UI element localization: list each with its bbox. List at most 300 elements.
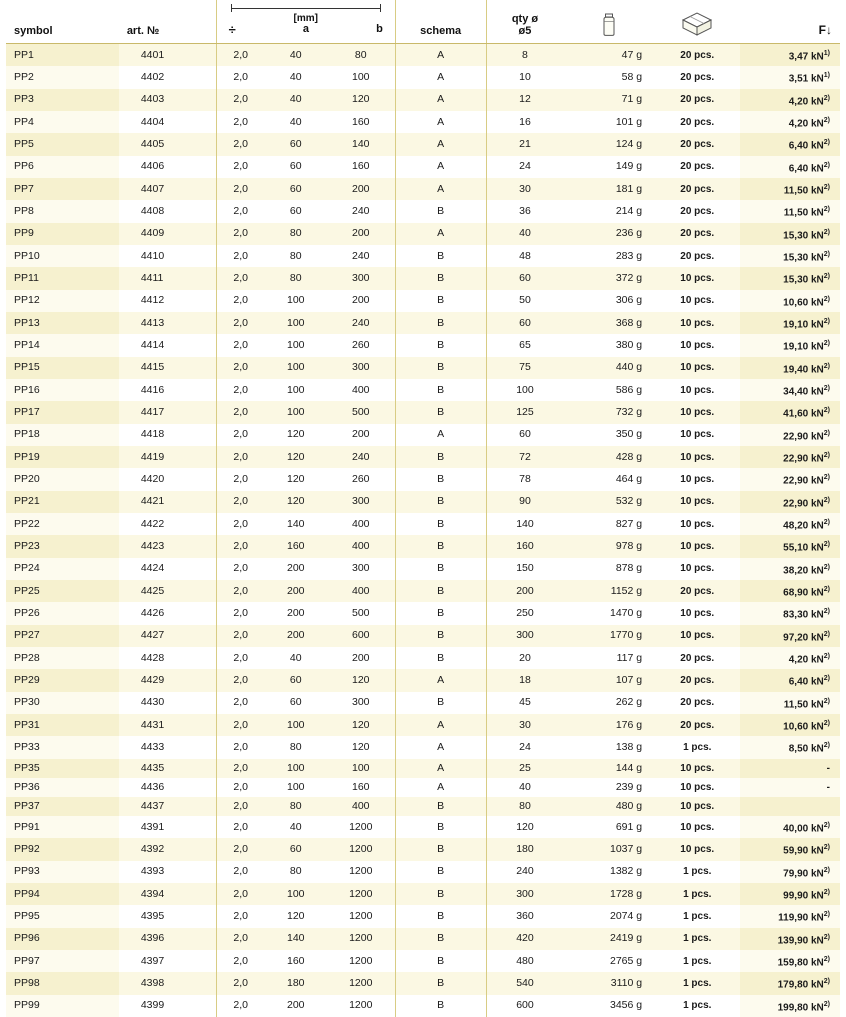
header-mm-unit: [mm] (294, 13, 318, 24)
cell-symbol: PP25 (6, 580, 119, 602)
cell-quantity: 24 (486, 736, 563, 758)
cell-schema: B (395, 816, 486, 838)
cell-dimension-a: 120 (265, 468, 327, 490)
cell-force: 83,30 $kN^{2)}$ (740, 602, 840, 624)
cell-schema: B (395, 401, 486, 423)
cell-weight: 464 g (563, 468, 654, 490)
table-row (6, 625, 840, 647)
cell-quantity: 90 (486, 491, 563, 513)
cell-dimension-b: 500 (327, 602, 396, 624)
cell-force: 8,50 $kN^{2)}$ (740, 736, 840, 758)
cell-force: 15,30 $kN^{2)}$ (740, 245, 840, 267)
cell-art-no: 4392 (119, 838, 216, 860)
cell-force: 19,40 $kN^{2)}$ (740, 357, 840, 379)
cell-dimension-a: 40 (265, 44, 327, 67)
cell-symbol: PP28 (6, 647, 119, 669)
cell-symbol: PP91 (6, 816, 119, 838)
cell-dimension-a: 40 (265, 89, 327, 111)
cell-art-no: 4402 (119, 66, 216, 88)
cell-dimension-b: 240 (327, 245, 396, 267)
cell-quantity: 30 (486, 714, 563, 736)
cell-dimension-a: 80 (265, 267, 327, 289)
cell-thickness: 2,0 (216, 736, 265, 758)
cell-weight: 3456 g (563, 995, 654, 1017)
cell-quantity: 10 (486, 66, 563, 88)
table-header (6, 0, 840, 44)
cell-packaging: 10 pcs. (654, 838, 740, 860)
cell-thickness: 2,0 (216, 334, 265, 356)
cell-symbol: PP99 (6, 995, 119, 1017)
cell-force: 139,90 $kN^{2)}$ (740, 928, 840, 950)
cell-dimension-b: 200 (327, 290, 396, 312)
header-a: a (303, 24, 309, 35)
cell-packaging: 1 pcs. (654, 950, 740, 972)
cell-symbol: PP5 (6, 133, 119, 155)
cell-symbol: PP13 (6, 312, 119, 334)
cell-quantity: 40 (486, 223, 563, 245)
cell-quantity: 540 (486, 972, 563, 994)
cell-dimension-b: 240 (327, 446, 396, 468)
cell-dimension-a: 200 (265, 558, 327, 580)
cell-weight: 138 g (563, 736, 654, 758)
cell-art-no: 4391 (119, 816, 216, 838)
cell-force: 40,00 $kN^{2)}$ (740, 816, 840, 838)
cell-art-no: 4427 (119, 625, 216, 647)
cell-quantity: 30 (486, 178, 563, 200)
cell-art-no: 4394 (119, 883, 216, 905)
cell-weight: 691 g (563, 816, 654, 838)
cell-dimension-a: 40 (265, 66, 327, 88)
cell-weight: 239 g (563, 778, 654, 797)
cell-symbol: PP7 (6, 178, 119, 200)
cell-packaging: 1 pcs. (654, 861, 740, 883)
cell-quantity: 60 (486, 424, 563, 446)
cell-weight: 586 g (563, 379, 654, 401)
table-row (6, 89, 840, 111)
cell-packaging: 10 pcs. (654, 446, 740, 468)
cell-packaging: 20 pcs. (654, 669, 740, 691)
cell-force: 3,47 $kN^{1)}$ (740, 44, 840, 67)
cell-schema: B (395, 468, 486, 490)
cell-art-no: 4437 (119, 797, 216, 816)
cell-schema: B (395, 580, 486, 602)
cell-quantity: 78 (486, 468, 563, 490)
cell-art-no: 4403 (119, 89, 216, 111)
cell-force: 119,90 $kN^{2)}$ (740, 905, 840, 927)
cell-art-no: 4401 (119, 44, 216, 67)
cell-art-no: 4399 (119, 995, 216, 1017)
cell-dimension-b: 1200 (327, 838, 396, 860)
table-row (6, 558, 840, 580)
cell-weight: 532 g (563, 491, 654, 513)
cell-dimension-b: 100 (327, 66, 396, 88)
cell-schema: A (395, 778, 486, 797)
cell-thickness: 2,0 (216, 950, 265, 972)
cell-force: - (740, 778, 840, 797)
table-row (6, 223, 840, 245)
cell-force: 159,80 $kN^{2)}$ (740, 950, 840, 972)
table-row (6, 669, 840, 691)
table-row (6, 778, 840, 797)
cell-dimension-a: 100 (265, 883, 327, 905)
cell-dimension-a: 40 (265, 647, 327, 669)
cell-thickness: 2,0 (216, 111, 265, 133)
cell-thickness: 2,0 (216, 44, 265, 67)
cell-weight: 101 g (563, 111, 654, 133)
table-row (6, 535, 840, 557)
cell-quantity: 20 (486, 647, 563, 669)
cell-quantity: 21 (486, 133, 563, 155)
cell-dimension-b: 1200 (327, 883, 396, 905)
cell-force: 55,10 $kN^{2)}$ (740, 535, 840, 557)
table-row (6, 44, 840, 67)
cell-schema: B (395, 558, 486, 580)
product-specification-table (6, 0, 840, 1017)
cell-thickness: 2,0 (216, 446, 265, 468)
cell-packaging: 10 pcs. (654, 357, 740, 379)
cell-thickness: 2,0 (216, 312, 265, 334)
cell-packaging: 10 pcs. (654, 778, 740, 797)
cell-force: 15,30 $kN^{2)}$ (740, 223, 840, 245)
cell-schema: A (395, 223, 486, 245)
cell-thickness: 2,0 (216, 883, 265, 905)
cell-weight: 3110 g (563, 972, 654, 994)
cell-art-no: 4420 (119, 468, 216, 490)
cell-quantity: 60 (486, 267, 563, 289)
cell-schema: B (395, 290, 486, 312)
cell-art-no: 4421 (119, 491, 216, 513)
table-row (6, 905, 840, 927)
table-row (6, 580, 840, 602)
cell-dimension-a: 180 (265, 972, 327, 994)
table-body (6, 44, 840, 1017)
cell-art-no: 4418 (119, 424, 216, 446)
cell-schema: B (395, 883, 486, 905)
cell-dimension-b: 160 (327, 156, 396, 178)
cell-dimension-b: 160 (327, 778, 396, 797)
cell-art-no: 4393 (119, 861, 216, 883)
cell-quantity: 75 (486, 357, 563, 379)
table-row (6, 401, 840, 423)
cell-weight: 2074 g (563, 905, 654, 927)
cell-schema: B (395, 245, 486, 267)
cell-dimension-a: 200 (265, 602, 327, 624)
cell-dimension-b: 1200 (327, 861, 396, 883)
cell-schema: A (395, 714, 486, 736)
table-row (6, 156, 840, 178)
cell-dimension-a: 120 (265, 905, 327, 927)
cell-packaging: 20 pcs. (654, 156, 740, 178)
cell-dimension-b: 120 (327, 714, 396, 736)
table-row (6, 379, 840, 401)
cell-symbol: PP94 (6, 883, 119, 905)
cell-thickness: 2,0 (216, 928, 265, 950)
table-row (6, 178, 840, 200)
cell-thickness: 2,0 (216, 290, 265, 312)
cell-thickness: 2,0 (216, 66, 265, 88)
cell-quantity: 140 (486, 513, 563, 535)
cell-dimension-b: 120 (327, 669, 396, 691)
cell-force: 34,40 $kN^{2)}$ (740, 379, 840, 401)
cell-symbol: PP4 (6, 111, 119, 133)
cell-thickness: 2,0 (216, 759, 265, 778)
cell-dimension-b: 240 (327, 312, 396, 334)
cell-quantity: 300 (486, 625, 563, 647)
table-row (6, 950, 840, 972)
table-row (6, 245, 840, 267)
cell-dimension-b: 1200 (327, 816, 396, 838)
cell-symbol: PP8 (6, 200, 119, 222)
header-qty (486, 0, 563, 44)
cell-symbol: PP37 (6, 797, 119, 816)
cell-quantity: 60 (486, 312, 563, 334)
cell-dimension-b: 160 (327, 111, 396, 133)
cell-packaging: 10 pcs. (654, 424, 740, 446)
cell-dimension-b: 300 (327, 558, 396, 580)
cell-symbol: PP16 (6, 379, 119, 401)
cell-symbol: PP9 (6, 223, 119, 245)
header-art-no: art. № (119, 0, 216, 44)
cell-packaging: 10 pcs. (654, 491, 740, 513)
cell-weight: 107 g (563, 669, 654, 691)
cell-weight: 47 g (563, 44, 654, 67)
cell-symbol: PP10 (6, 245, 119, 267)
cell-force: 79,90 $kN^{2)}$ (740, 861, 840, 883)
cell-packaging: 20 pcs. (654, 223, 740, 245)
cell-thickness: 2,0 (216, 838, 265, 860)
cell-symbol: PP6 (6, 156, 119, 178)
cell-dimension-a: 80 (265, 736, 327, 758)
table-row (6, 446, 840, 468)
cell-dimension-a: 60 (265, 669, 327, 691)
cell-schema: B (395, 267, 486, 289)
cell-quantity: 180 (486, 838, 563, 860)
cell-art-no: 4409 (119, 223, 216, 245)
cell-dimension-b: 200 (327, 178, 396, 200)
cell-dimension-b: 300 (327, 692, 396, 714)
cell-force: 4,20 $kN^{2)}$ (740, 89, 840, 111)
header-symbol: symbol (6, 0, 119, 44)
cell-art-no: 4408 (119, 200, 216, 222)
cell-dimension-b: 200 (327, 223, 396, 245)
cell-weight: 978 g (563, 535, 654, 557)
cell-quantity: 80 (486, 797, 563, 816)
table-row (6, 468, 840, 490)
cell-weight: 732 g (563, 401, 654, 423)
table-row (6, 66, 840, 88)
cell-dimension-b: 500 (327, 401, 396, 423)
cell-schema: B (395, 357, 486, 379)
cell-force: 41,60 $kN^{2)}$ (740, 401, 840, 423)
cell-art-no: 4435 (119, 759, 216, 778)
cell-symbol: PP23 (6, 535, 119, 557)
cell-dimension-a: 60 (265, 178, 327, 200)
cell-dimension-b: 260 (327, 334, 396, 356)
cell-thickness: 2,0 (216, 602, 265, 624)
cell-force: 22,90 $kN^{2)}$ (740, 424, 840, 446)
cell-force: 97,20 $kN^{2)}$ (740, 625, 840, 647)
table-row (6, 133, 840, 155)
cell-packaging: 20 pcs. (654, 111, 740, 133)
cell-art-no: 4419 (119, 446, 216, 468)
cell-quantity: 48 (486, 245, 563, 267)
cell-schema: B (395, 602, 486, 624)
cell-thickness: 2,0 (216, 535, 265, 557)
cell-dimension-b: 260 (327, 468, 396, 490)
cell-dimension-b: 1200 (327, 995, 396, 1017)
cell-thickness: 2,0 (216, 816, 265, 838)
table-row (6, 838, 840, 860)
cell-force: 179,80 $kN^{2)}$ (740, 972, 840, 994)
cell-dimension-b: 120 (327, 89, 396, 111)
cell-dimension-b: 400 (327, 513, 396, 535)
cell-thickness: 2,0 (216, 401, 265, 423)
cell-force: 11,50 $kN^{2)}$ (740, 200, 840, 222)
cell-force: 10,60 $kN^{2)}$ (740, 714, 840, 736)
cell-quantity: 50 (486, 290, 563, 312)
cell-symbol: PP92 (6, 838, 119, 860)
cell-packaging: 20 pcs. (654, 178, 740, 200)
cell-art-no: 4430 (119, 692, 216, 714)
cell-dimension-a: 140 (265, 928, 327, 950)
cell-symbol: PP21 (6, 491, 119, 513)
cell-weight: 144 g (563, 759, 654, 778)
cell-dimension-a: 100 (265, 290, 327, 312)
cell-quantity: 125 (486, 401, 563, 423)
cell-schema: A (395, 133, 486, 155)
header-schema: schema (395, 0, 486, 44)
table-row (6, 714, 840, 736)
bracket-icon (231, 4, 381, 12)
cell-weight: 372 g (563, 267, 654, 289)
cell-thickness: 2,0 (216, 491, 265, 513)
cell-symbol: PP11 (6, 267, 119, 289)
cell-schema: B (395, 200, 486, 222)
cell-weight: 283 g (563, 245, 654, 267)
cell-quantity: 72 (486, 446, 563, 468)
header-force: F↓ (740, 0, 840, 44)
cell-art-no: 4436 (119, 778, 216, 797)
cell-weight: 1470 g (563, 602, 654, 624)
cell-quantity: 45 (486, 692, 563, 714)
cell-dimension-b: 120 (327, 736, 396, 758)
cell-dimension-a: 160 (265, 535, 327, 557)
cell-dimension-a: 80 (265, 245, 327, 267)
cell-dimension-a: 80 (265, 797, 327, 816)
cell-force: 59,90 $kN^{2)}$ (740, 838, 840, 860)
cell-schema: B (395, 446, 486, 468)
cell-quantity: 36 (486, 200, 563, 222)
cell-thickness: 2,0 (216, 861, 265, 883)
header-qty-line2: ø5 (495, 25, 556, 37)
cell-quantity: 120 (486, 816, 563, 838)
cell-schema: B (395, 797, 486, 816)
cell-thickness: 2,0 (216, 513, 265, 535)
cell-dimension-a: 160 (265, 950, 327, 972)
cell-dimension-a: 100 (265, 401, 327, 423)
cell-force: 11,50 $kN^{2)}$ (740, 692, 840, 714)
cell-art-no: 4415 (119, 357, 216, 379)
cell-weight: 878 g (563, 558, 654, 580)
cell-thickness: 2,0 (216, 156, 265, 178)
cell-force: 199,80 $kN^{2)}$ (740, 995, 840, 1017)
cell-packaging: 10 pcs. (654, 267, 740, 289)
cell-art-no: 4411 (119, 267, 216, 289)
cell-force: 15,30 $kN^{2)}$ (740, 267, 840, 289)
cell-symbol: PP96 (6, 928, 119, 950)
cell-packaging: 10 pcs. (654, 379, 740, 401)
cell-weight: 1037 g (563, 838, 654, 860)
table-row (6, 334, 840, 356)
table-row (6, 267, 840, 289)
table-row (6, 312, 840, 334)
cell-force: 19,10 $kN^{2)}$ (740, 312, 840, 334)
cell-weight: 827 g (563, 513, 654, 535)
cell-packaging: 20 pcs. (654, 647, 740, 669)
cell-packaging: 20 pcs. (654, 66, 740, 88)
cell-art-no: 4406 (119, 156, 216, 178)
table-row (6, 797, 840, 816)
cell-dimension-b: 200 (327, 647, 396, 669)
cell-symbol: PP24 (6, 558, 119, 580)
cell-force: 11,50 $kN^{2)}$ (740, 178, 840, 200)
cell-packaging: 10 pcs. (654, 468, 740, 490)
header-weight (563, 0, 654, 44)
cell-packaging: 10 pcs. (654, 401, 740, 423)
cell-weight: 368 g (563, 312, 654, 334)
cell-art-no: 4426 (119, 602, 216, 624)
cell-force: 6,40 $kN^{2)}$ (740, 669, 840, 691)
cell-packaging: 1 pcs. (654, 972, 740, 994)
cell-symbol: PP20 (6, 468, 119, 490)
cell-schema: B (395, 928, 486, 950)
cell-schema: A (395, 111, 486, 133)
header-b: b (376, 24, 383, 35)
carton-box-icon (679, 11, 715, 37)
cell-symbol: PP26 (6, 602, 119, 624)
cell-symbol: PP14 (6, 334, 119, 356)
cell-symbol: PP36 (6, 778, 119, 797)
cell-dimension-b: 200 (327, 424, 396, 446)
cell-dimension-a: 100 (265, 357, 327, 379)
cell-dimension-a: 120 (265, 491, 327, 513)
cell-packaging: 1 pcs. (654, 905, 740, 927)
cell-dimension-a: 140 (265, 513, 327, 535)
cell-packaging: 20 pcs. (654, 692, 740, 714)
cell-schema: A (395, 424, 486, 446)
cell-dimension-b: 300 (327, 357, 396, 379)
cell-packaging: 10 pcs. (654, 334, 740, 356)
table-row (6, 861, 840, 883)
cell-force: 99,90 $kN^{2)}$ (740, 883, 840, 905)
cell-schema: B (395, 861, 486, 883)
cell-packaging: 10 pcs. (654, 535, 740, 557)
cell-schema: B (395, 692, 486, 714)
cell-symbol: PP3 (6, 89, 119, 111)
cell-art-no: 4410 (119, 245, 216, 267)
table-row (6, 759, 840, 778)
cell-weight: 1770 g (563, 625, 654, 647)
cell-symbol: PP93 (6, 861, 119, 883)
cell-packaging: 1 pcs. (654, 883, 740, 905)
cell-quantity: 100 (486, 379, 563, 401)
cell-symbol: PP97 (6, 950, 119, 972)
table-row (6, 736, 840, 758)
cell-packaging: 20 pcs. (654, 133, 740, 155)
header-pack (654, 0, 740, 44)
cell-thickness: 2,0 (216, 905, 265, 927)
cell-quantity: 8 (486, 44, 563, 67)
